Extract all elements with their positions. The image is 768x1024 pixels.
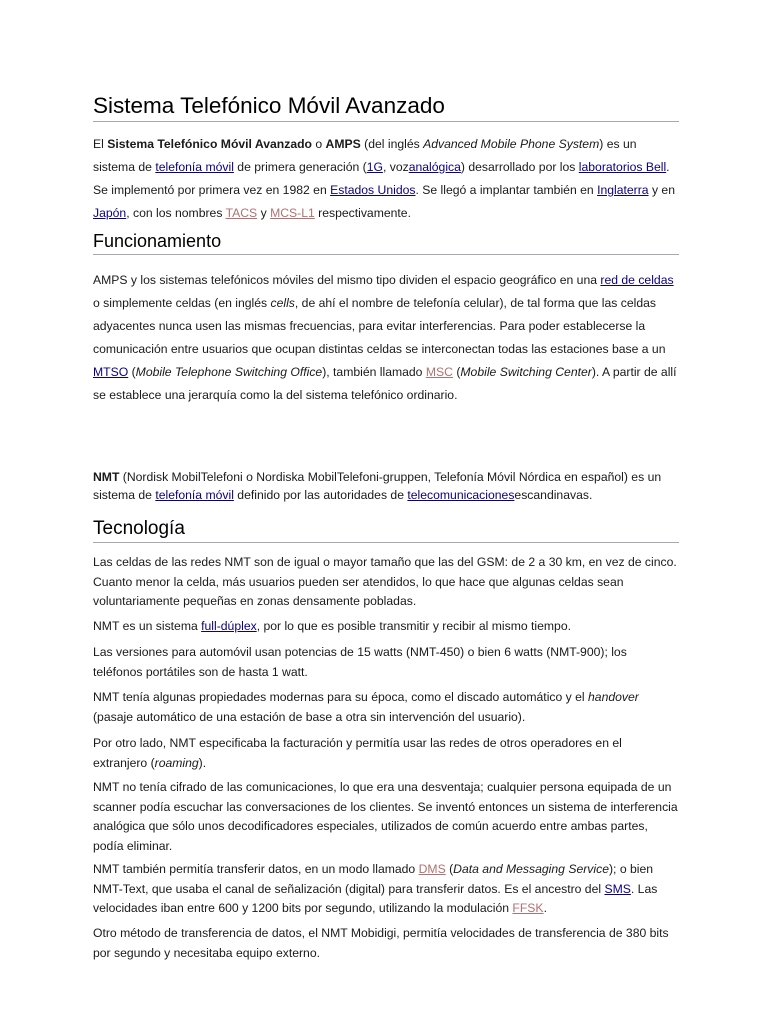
link-telefonia-movil[interactable]: telefonía móvil — [155, 160, 234, 174]
heading-tecnologia: Tecnología — [93, 517, 679, 543]
link-mcs-l1[interactable]: MCS-L1 — [270, 206, 315, 220]
link-inglaterra[interactable]: Inglaterra — [597, 183, 649, 197]
tecnologia-paragraph-3: Las versiones para automóvil usan potencias de 15 watts (NMT-450) o bien 6 watts (NMT-900); los teléfonos portátiles son de hasta 1 watt. — [93, 645, 627, 679]
link-laboratorios-bell[interactable]: laboratorios Bell — [578, 160, 667, 174]
tecnologia-paragraph-2: NMT es un sistema full-dúplex, por lo que es posible transmitir y recibir al mismo tiempo. — [93, 619, 571, 633]
link-japon[interactable]: Japón — [93, 206, 127, 220]
link-estados-unidos[interactable]: Estados Unidos — [330, 183, 416, 197]
tecnologia-paragraph-5: Por otro lado, NMT especificaba la facturación y permitía usar las redes de otros operadores en el extranjero (roaming). — [93, 736, 622, 770]
link-telefonia-movil-2[interactable]: telefonía móvil — [155, 488, 234, 502]
nmt-bold: NMT — [93, 470, 120, 484]
link-sms[interactable]: SMS — [604, 881, 631, 896]
link-full-duplex[interactable]: full-dúplex — [201, 619, 257, 633]
link-ffsk[interactable]: FFSK — [512, 901, 544, 915]
heading-funcionamiento: Funcionamiento — [93, 229, 679, 255]
intro-paragraph: El Sistema Telefónico Móvil Avanzado o AMPS (del inglés Advanced Mobile Phone System) es un sistema de telefonía móvil de primera generación (1G, vozanalógica) desarrollado por los laboratorios Bell. Se implementó por primera vez en 1982 en Estados Unidos. Se llegó a implantar también en Inglaterra y en Japón, con los nombres TACS y MCS-L1 respectivamente. — [93, 137, 675, 220]
link-dms[interactable]: DMS — [418, 862, 446, 876]
term-bold: Sistema Telefónico Móvil Avanzado — [107, 137, 312, 151]
nmt-paragraph: NMT (Nordisk MobilTelefoni o Nordiska MobilTelefoni-gruppen, Telefonía Móvil Nórdica en español) es un sistema de telefonía móvil definido por las autoridades de telecomunicacionesescandinavas. — [93, 470, 662, 502]
tecnologia-paragraph-8: Otro método de transferencia de datos, el NMT Mobidigi, permitía velocidades de transferencia de 380 bits por segundo y necesitaba equipo externo. — [93, 926, 669, 960]
link-mtso[interactable]: MTSO — [93, 365, 129, 379]
link-tacs[interactable]: TACS — [225, 206, 258, 220]
page-title: Sistema Telefónico Móvil Avanzado — [93, 92, 679, 122]
tecnologia-paragraph-4: NMT tenía algunas propiedades modernas para su época, como el discado automático y el handover (pasaje automático de una estación de base a otra sin intervención del usuario). — [93, 690, 639, 724]
link-telecomunicaciones[interactable]: telecomunicaciones — [407, 488, 515, 502]
funcionamiento-paragraph: AMPS y los sistemas telefónicos móviles del mismo tipo dividen el espacio geográfico en una red de celdas o simplemente celdas (en inglés cells, de ahí el nombre de telefonía celular), de tal forma que las celdas adyacentes nunca usen las mismas frecuencias, para evitar interferencias. Para poder establecerse la comunicación entre usuarios que ocupan distintas celdas se interconectan todas las estaciones base a un MTSO (Mobile Telephone Switching Office), también llamado MSC (Mobile Switching Center). A partir de allí se establece una jerarquía como la del sistema telefónico ordinario. — [93, 273, 677, 402]
link-analogica[interactable]: analógica — [408, 160, 461, 174]
tecnologia-paragraph-7: NMT también permitía transferir datos, en un modo llamado DMS (Data and Messaging Service); o bien NMT-Text, que usaba el canal de señalización (digital) para transferir datos. Es el ancestro del SMS. Las velocidades iban entre 600 y 1200 bits por segundo, utilizando la modulación FFSK. — [93, 862, 658, 915]
tecnologia-paragraph-6: NMT no tenía cifrado de las comunicaciones, lo que era una desventaja; cualquier persona equipada de un scanner podía escuchar las conversaciones de los clientes. Se inventó entonces un sistema de interferencia analógica que sólo unos decodificadores especiales, utilizados de común acuerdo entre ambas partes, podía eliminar. — [93, 780, 678, 853]
acronym-bold: AMPS — [325, 137, 361, 151]
tecnologia-paragraph-1: Las celdas de las redes NMT son de igual o mayor tamaño que las del GSM: de 2 a 30 km, en vez de cinco. Cuanto menor la celda, más usuarios pueden ser atendidos, lo que hace que algunas celdas sean voluntariamente pequeñas en zonas densamente pobladas. — [93, 555, 677, 608]
link-red-de-celdas[interactable]: red de celdas — [600, 273, 674, 287]
link-msc[interactable]: MSC — [425, 365, 453, 379]
link-1g[interactable]: 1G — [366, 160, 383, 174]
